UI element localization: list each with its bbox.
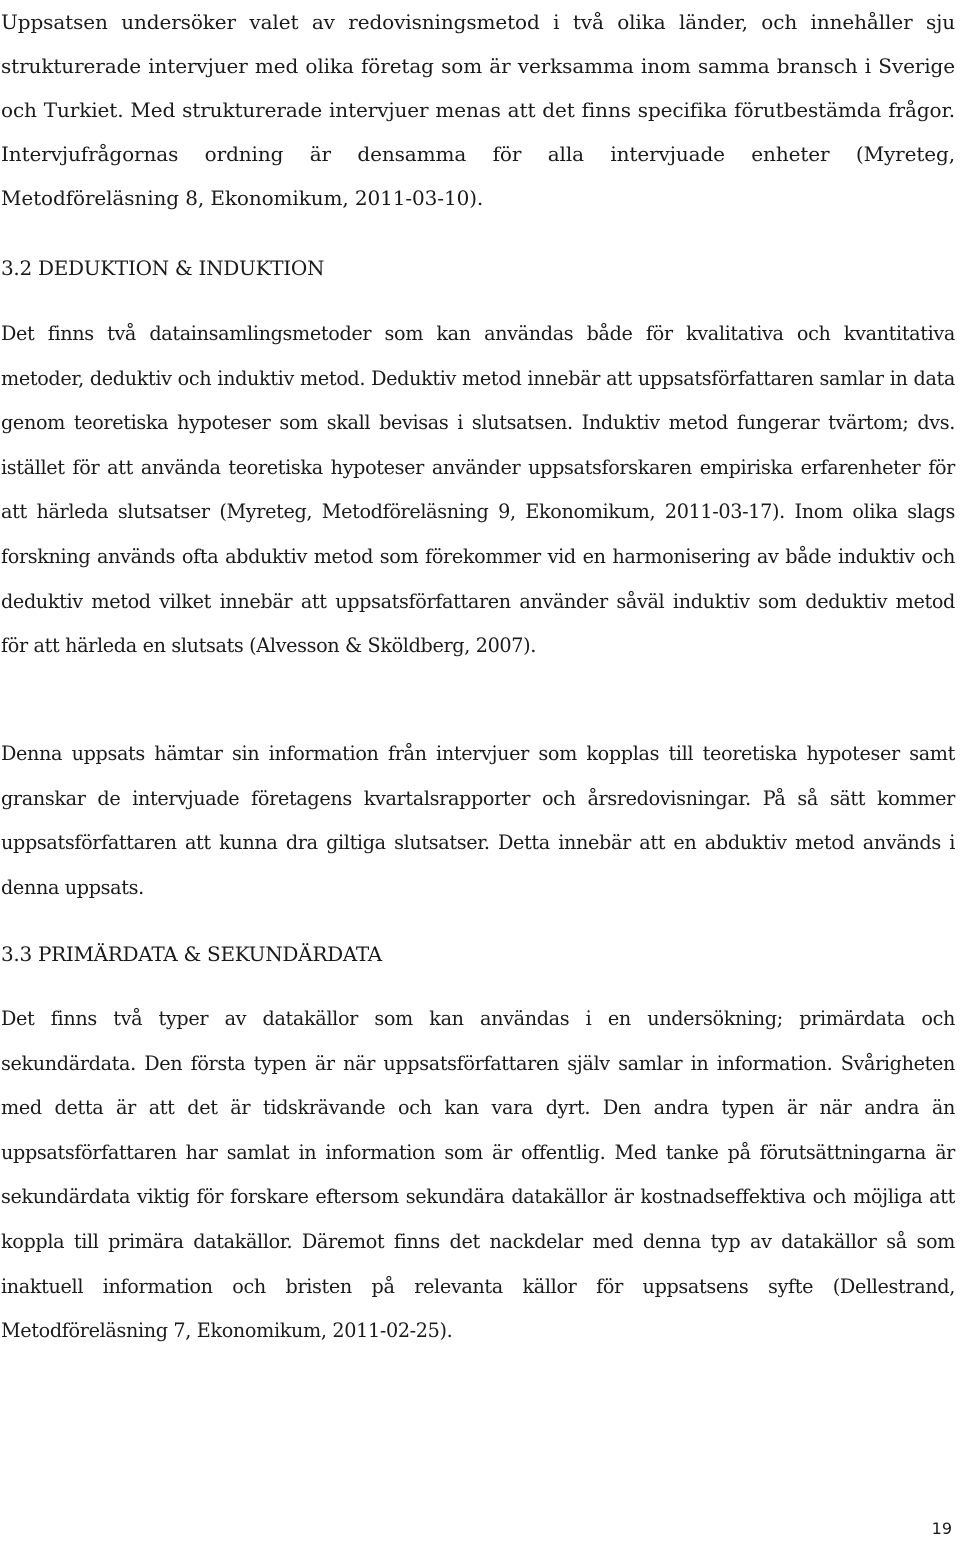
- deduktion-induktion-paragraph: Det finns två datainsamlingsmetoder som kan användas både för kvalitativa och kvantitativa metoder, deduktiv och induktiv metod. Deduktiv metod innebär att uppsatsförfattaren samlar in data genom teoretiska hypoteser som skall bevisas i slutsatsen. Induktiv metod fungerar tvärtom; dvs. istället för att använda teoretiska hypoteser använder uppsatsforskaren empiriska erfarenheter för att härleda slutsatser (Myreteg, Metodföreläsning 9, Ekonomikum, 2011-03-17). Inom olika slags forskning används ofta abduktiv metod som förekommer vid en harmonisering av både induktiv och deduktiv metod vilket innebär att uppsatsförfattaren använder såväl induktiv som deduktiv metod för att härleda en slutsats (Alvesson & Sköldberg, 2007).: [1, 322, 955, 658]
- page-number: 19: [931, 1519, 952, 1538]
- datakallor-paragraph: Det finns två typer av datakällor som kan användas i en undersökning; primärdata och sekundärdata. Den första typen är när uppsatsförfattaren själv samlar in information. Svårigheten med detta är att det är tidskrävande och kan vara dyrt. Den andra typen är när andra än uppsatsförfattaren har samlat in information som är offentlig. Med tanke på förutsättningarna är sekundärdata viktig för forskare eftersom sekundära datakällor är kostnadseffektiva och möjliga att koppla till primära datakällor. Däremot finns det nackdelar med denna typ av datakällor så som inaktuell information och bristen på relevanta källor för uppsatsens syfte (Dellestrand, Metodföreläsning 7, Ekonomikum, 2011-02-25).: [1, 1007, 955, 1343]
- section-heading-3-2: 3.2 DEDUKTION & INDUKTION: [1, 256, 325, 280]
- abduktiv-method-paragraph: Denna uppsats hämtar sin information från intervjuer som kopplas till teoretiska hypoteser samt granskar de intervjuade företagens kvartalsrapporter och årsredovisningar. På så sätt kommer uppsatsförfattaren att kunna dra giltiga slutsatser. Detta innebär att en abduktiv metod används i denna uppsats.: [1, 742, 955, 899]
- section-heading-3-3: 3.3 PRIMÄRDATA & SEKUNDÄRDATA: [1, 942, 382, 966]
- intro-paragraph: Uppsatsen undersöker valet av redovisningsmetod i två olika länder, och innehåller sju strukturerade intervjuer med olika företag som är verksamma inom samma bransch i Sverige och Turkiet. Med strukturerade intervjuer menas att det finns specifika förutbestämda frågor. Intervjufrågornas ordning är densamma för alla intervjuade enheter (Myreteg, Metodföreläsning 8, Ekonomikum, 2011-03-10).: [1, 10, 955, 210]
